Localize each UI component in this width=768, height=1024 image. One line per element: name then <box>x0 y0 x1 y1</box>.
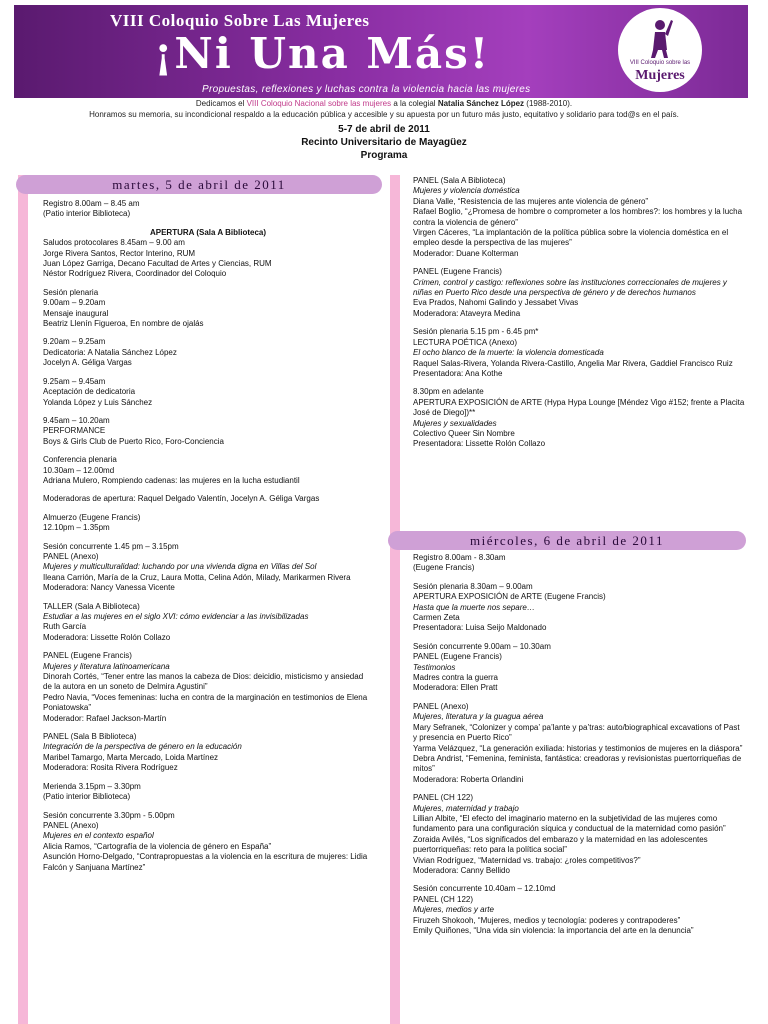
program-session <box>43 494 373 504</box>
session-line: PANEL (Sala A Biblioteca) <box>413 176 506 185</box>
program-session <box>43 782 373 803</box>
session-line: (Patio interior Biblioteca) <box>43 792 131 802</box>
session-line: Dedicatoria: A Natalia Sánchez López <box>43 347 177 357</box>
session-participant-line: Pedro Navia, “Voces femeninas: lucha en contra de la marginación en testimonios de Elena Poniatowska” <box>43 692 368 713</box>
session-line: (Eugene Francis) <box>413 563 475 573</box>
session-participant-line: Moderadora: Canny Bellido <box>413 865 510 875</box>
program-session <box>413 176 745 259</box>
session-topic: Crimen, control y castigo: reflexiones sobre las instituciones correccionales de mujeres y niñas en Puerto Rico desde una perspectiva de género y de derechos humanos <box>413 277 727 298</box>
program-session <box>413 642 745 694</box>
session-line: PANEL (Anexo) <box>43 551 99 561</box>
session-line: Néstor Rodríguez Rivera, Coordinador del Coloquio <box>43 269 227 279</box>
session-line: 9.00am – 9.20am <box>43 298 106 308</box>
session-line: Almuerzo (Eugene Francis) <box>43 512 141 522</box>
dedication-coloquio-name: VIII Coloquio Nacional sobre las mujeres <box>246 99 392 108</box>
session-topic: Mujeres y violencia doméstica <box>413 186 520 196</box>
day-header-wednesday: miércoles, 6 de abril de 2011 <box>388 531 746 550</box>
program-session <box>43 651 373 724</box>
session-participant-line: Rafael Boglio, “¿Promesa de hombre o comprometer a los hombres?: los hombres y la lucha contra la violencia de género” <box>413 207 743 227</box>
dedication-line2: Honramos su memoria, su incondicional respaldo a la educación pública y accesible y su apuesta por un futuro más justo, equitativo y solidario para tod@s en el país. <box>89 110 679 119</box>
coloquio-logo <box>618 8 702 92</box>
dedication-honoree: Natalia Sánchez López <box>437 99 525 108</box>
banner-main-title: ¡Ni Una Más! <box>154 29 491 78</box>
wednesday-schedule-column <box>413 553 745 944</box>
session-line: PANEL (Eugene Francis) <box>413 267 502 277</box>
program-session <box>43 288 373 330</box>
session-line: Saludos protocolares 8.45am – 9.00 am <box>43 238 185 248</box>
session-topic: El ocho blanco de la muerte: la violencia domesticada <box>413 348 604 358</box>
session-line: PANEL (CH 122) <box>413 793 474 803</box>
session-participant-line: Raquel Salas-Rivera, Yolanda Rivera-Castillo, Angelia Mar Rivera, Gaddiel Francisco Ruiz <box>413 358 733 368</box>
session-line: PANEL (Eugene Francis) <box>43 651 132 661</box>
program-session <box>413 553 745 574</box>
session-participant-line: Colectivo Queer Sin Nombre <box>413 428 515 438</box>
program-session <box>43 513 373 534</box>
dedication <box>0 98 768 120</box>
session-line: Sesión concurrente 10.40am – 12.10md <box>413 884 556 894</box>
session-line: 10.30am – 12.00md <box>43 465 115 475</box>
session-participant-line: Zoraida Avilés, “Los significados del embarazo y la maternidad en las adolescentes puertorriqueñas: reto para la política social” <box>413 834 708 855</box>
session-participant-line: Moderadora: Ataveyra Medina <box>413 308 521 318</box>
session-participant-line: Vivian Rodríguez, “Maternidad vs. trabajo: ¿roles competitivos?” <box>413 855 641 865</box>
session-line: LECTURA POÉTICA (Anexo) <box>413 337 518 347</box>
session-participant-line: Virgen Cáceres, “La implantación de la política pública sobre la violencia doméstica en el empleo desde la perspectiva de las mujeres” <box>413 228 729 248</box>
session-line: Moderadoras de apertura: Raquel Delgado Valentín, Jocelyn A. Géliga Vargas <box>43 494 320 504</box>
program-session <box>413 327 745 379</box>
dedication-years: (1988-2010). <box>524 99 573 108</box>
program-session <box>413 884 745 936</box>
session-participant-line: Presentadora: Ana Kothe <box>413 368 503 378</box>
session-line: APERTURA EXPOSICIÓN de ARTE (Eugene Francis) <box>413 592 606 602</box>
program-session <box>413 582 745 634</box>
session-line: PERFORMANCE <box>43 426 106 436</box>
session-line: Mensaje inaugural <box>43 308 109 318</box>
session-topic: Mujeres, medios y arte <box>413 905 494 915</box>
session-participant-line: Ruth García <box>43 622 87 632</box>
event-venue: Recinto Universitario de Mayagüez <box>301 137 467 148</box>
session-line: TALLER (Sala A Biblioteca) <box>43 601 140 611</box>
logo-caption-line2: Mujeres <box>635 68 685 83</box>
session-line: (Patio interior Biblioteca) <box>43 209 131 219</box>
program-session <box>43 542 373 594</box>
session-participant-line: Presentadora: Luisa Seijo Maldonado <box>413 623 547 633</box>
program-session <box>43 811 373 873</box>
dedication-line1 <box>0 98 768 109</box>
program-session <box>43 377 373 408</box>
session-line: Sesión plenaria <box>43 287 99 297</box>
session-line: Aceptación de dedicatoria <box>43 387 136 397</box>
session-line: 9.25am – 9.45am <box>43 376 106 386</box>
session-line: PANEL (Anexo) <box>413 701 469 711</box>
session-participant-line: Alicia Ramos, “Cartografía de la violencia de género en España” <box>43 841 272 851</box>
session-participant-line: Moderadora: Roberta Orlandini <box>413 774 524 784</box>
program-session <box>43 732 373 774</box>
session-line: Beatriz Llenín Figueroa, En nombre de ojalás <box>43 319 204 329</box>
program-session <box>413 387 745 449</box>
event-info <box>0 123 768 162</box>
session-topic: Mujeres en el contexto español <box>43 831 154 841</box>
session-line: PANEL (Eugene Francis) <box>413 652 502 662</box>
program-session <box>43 416 373 447</box>
program-session <box>43 228 373 280</box>
day-header-tuesday: martes, 5 de abril de 2011 <box>16 175 382 194</box>
session-line: Yolanda López y Luis Sánchez <box>43 397 153 407</box>
session-topic: Mujeres, maternidad y trabajo <box>413 803 519 813</box>
session-topic: Testimonios <box>413 662 456 672</box>
session-participant-line: Moderadora: Nancy Vanessa Vicente <box>43 583 175 593</box>
session-line: 8.30pm en adelante <box>413 387 484 397</box>
session-topic: Mujeres, literatura y la guagua aérea <box>413 712 544 722</box>
session-participant-line: Lillian Albite, “El efecto del imaginario materno en la subjetividad de las mujeres como fundamento para una configuración síquica y conductual de la maternidad como pasión” <box>413 813 726 834</box>
program-session <box>43 455 373 486</box>
session-line: Merienda 3.15pm – 3.30pm <box>43 781 141 791</box>
session-line: Conferencia plenaria <box>43 455 117 465</box>
program-session <box>43 199 373 220</box>
session-participant-line: Diana Valle, “Resistencia de las mujeres ante violencia de género” <box>413 196 649 206</box>
session-line: Jocelyn A. Géliga Vargas <box>43 358 132 368</box>
session-line: Sesión concurrente 3.30pm - 5.00pm <box>43 810 175 820</box>
session-topic: Integración de la perspectiva de género en la educación <box>43 742 242 752</box>
session-line: Sesión concurrente 9.00am – 10.30am <box>413 641 551 651</box>
program-session <box>413 793 745 876</box>
session-line: 9.45am – 10.20am <box>43 415 110 425</box>
session-participant-line: Ileana Carrión, María de la Cruz, Laura Motta, Celina Adón, Milady, Marikarmen Rivera <box>43 572 351 582</box>
program-session <box>43 602 373 644</box>
session-line: Registro 8.00am - 8.30am <box>413 553 506 562</box>
left-decorative-rail <box>18 175 28 1024</box>
session-participant-line: Presentadora: Lissette Rolón Collazo <box>413 439 546 449</box>
program-session <box>43 337 373 368</box>
session-participant-line: Moderadora: Rosita Rivera Rodríguez <box>43 763 178 773</box>
session-line: PANEL (CH 122) <box>413 894 474 904</box>
session-participant-line: Debra Andrist, “Femenina, feminista, fantástica: creadoras y revisionistas puertorriqueñas de mitos” <box>413 753 742 774</box>
session-line: PANEL (Sala B Biblioteca) <box>43 732 137 742</box>
session-topic: Mujeres y sexualidades <box>413 418 497 428</box>
session-participant-line: Carmen Zeta <box>413 613 460 623</box>
session-line: PANEL (Anexo) <box>43 820 99 830</box>
banner-subtitle: Propuestas, reflexiones y luchas contra la violencia hacia las mujeres <box>202 84 531 95</box>
session-topic: Mujeres y multiculturalidad: luchando por una vivienda digna en Villas del Sol <box>43 562 317 572</box>
right-decorative-rail <box>390 175 400 1024</box>
session-line: Sesión concurrente 1.45 pm – 3.15pm <box>43 541 179 551</box>
dedication-text: Dedicamos el <box>195 99 247 108</box>
header-banner <box>14 5 748 98</box>
session-participant-line: Moderadora: Lissette Rolón Collazo <box>43 632 171 642</box>
session-participant-line: Moderadora: Ellen Pratt <box>413 683 498 693</box>
session-participant-line: Eva Prados, Nahomi Galindo y Jessabet Vivas <box>413 298 579 308</box>
session-line: Juan López Garriga, Decano Facultad de Artes y Ciencias, RUM <box>43 259 272 269</box>
session-line: 12.10pm – 1.35pm <box>43 523 110 533</box>
tuesday-evening-schedule-column <box>413 176 745 458</box>
banner-top-title: VIII Coloquio Sobre Las Mujeres <box>110 11 370 30</box>
event-dates: 5-7 de abril de 2011 <box>338 124 430 135</box>
session-topic: Hasta que la muerte nos separe… <box>413 602 535 612</box>
session-line: Sesión plenaria 8.30am – 9.00am <box>413 581 533 591</box>
session-line: APERTURA EXPOSICIÓN de ARTE (Hypa Hypa Lounge [Méndez Vigo #152; frente a Placita José de Diego])** <box>413 397 745 418</box>
session-participant-line: Moderador: Rafael Jackson-Martín <box>43 713 167 723</box>
dedication-text: a la colegial <box>391 99 438 108</box>
session-line: Registro 8.00am – 8.45 am <box>43 199 140 208</box>
session-participant-line: Mary Sefranek, “Colonizer y compa’ pa’lante y pa’tras: auto/biographical excavations of Past y presencia en Puerto Rico” <box>413 722 740 743</box>
tuesday-schedule-column <box>43 199 373 881</box>
session-participant-line: Asunción Horno-Delgado, “Contrapropuestas a la violencia en la escritura de mujeres: Lidia Falcón y Sanjuana Martínez” <box>43 852 368 872</box>
session-heading: APERTURA (Sala A Biblioteca) <box>149 227 266 237</box>
session-line: Jorge Rivera Santos, Rector Interino, RUM <box>43 248 196 258</box>
session-participant-line: Emily Quiñones, “Una vida sin violencia: la importancia del arte en la denuncia” <box>413 926 694 935</box>
program-session <box>413 267 745 319</box>
session-topic: Mujeres y literatura latinoamericana <box>43 661 170 671</box>
session-topic: Estudiar a las mujeres en el siglo XVI: cómo evidenciar a las invisibilizadas <box>43 612 309 621</box>
session-line: Adriana Mulero, Rompiendo cadenas: las mujeres en la lucha estudiantil <box>43 475 300 485</box>
session-participant-line: Madres contra la guerra <box>413 673 498 683</box>
session-line: 9.20am – 9.25am <box>43 337 106 347</box>
session-line: Boys & Girls Club de Puerto Rico, Foro-Conciencia <box>43 436 224 446</box>
session-participant-line: Maribel Tamargo, Marta Mercado, Loida Martínez <box>43 752 219 762</box>
session-participant-line: Moderador: Duane Kolterman <box>413 248 519 258</box>
session-line: Sesión plenaria 5.15 pm - 6.45 pm* <box>413 327 539 337</box>
session-participant-line: Firuzeh Shokooh, “Mujeres, medios y tecnología: poderes y contrapoderes” <box>413 915 681 925</box>
logo-caption-line1: VIII Coloquio sobre las <box>629 60 691 66</box>
program-session <box>413 702 745 785</box>
session-participant-line: Yarma Velázquez, “La generación exiliada: historias y testimonios de mujeres en la diáspora” <box>413 743 743 753</box>
raised-fist-figure-icon <box>645 16 673 58</box>
session-participant-line: Dinorah Cortés, “Tener entre las manos la cabeza de Dios: deicidio, misticismo y ansiedad de la autora en un soneto de Delmira Agustini” <box>43 672 364 692</box>
program-heading: Programa <box>360 150 408 161</box>
